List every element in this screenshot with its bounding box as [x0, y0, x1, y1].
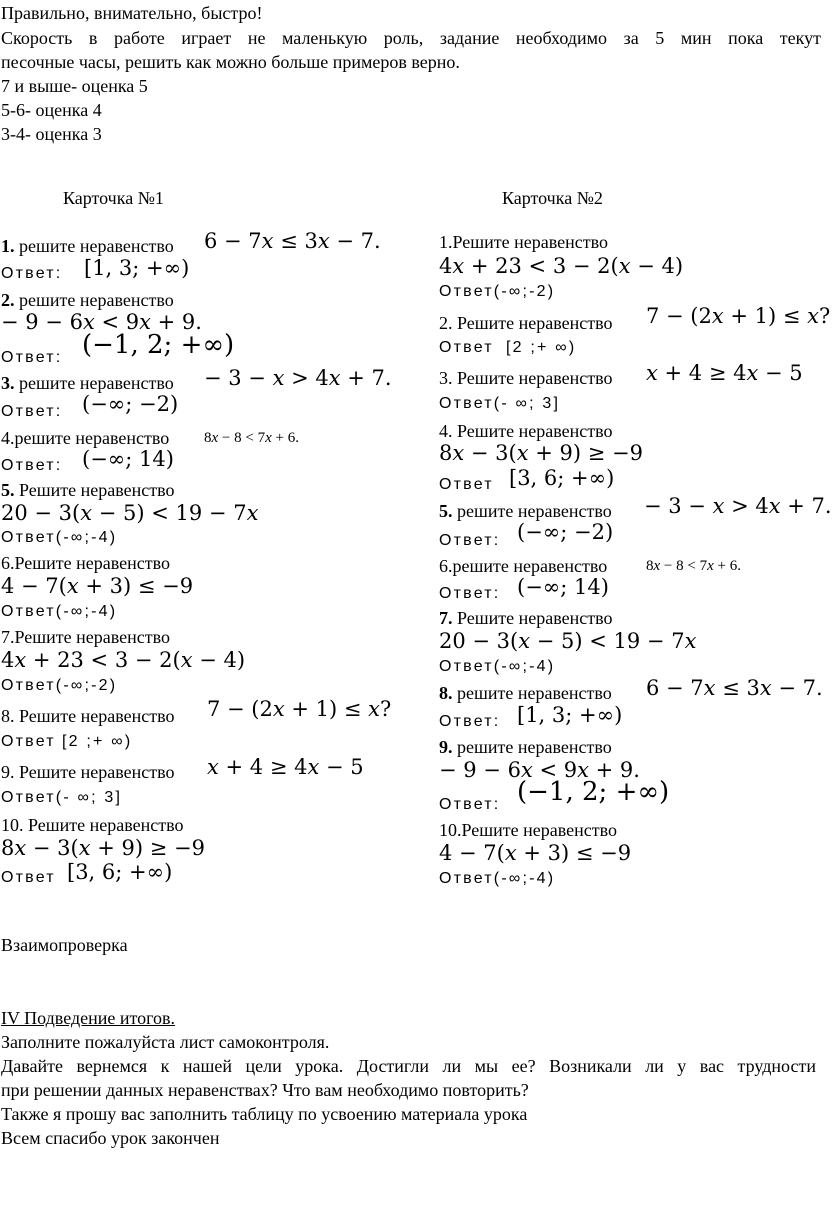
- card1-item1-answer-label: Ответ:: [1, 265, 63, 282]
- card1-item5-expression: 20 − 3(x − 5) < 19 − 7x: [1, 501, 259, 525]
- card2-title: Карточка №2: [502, 188, 603, 208]
- card2-item2-answer-label: Ответ: [439, 339, 494, 356]
- card2-item4-answer-label: Ответ: [439, 476, 494, 493]
- grade-line-3: 3-4- оценка 3: [1, 124, 102, 144]
- card2-item7-label: 7. Решите неравенство: [439, 608, 613, 628]
- card2-item7-answer: Ответ(-∞;-4): [439, 658, 556, 675]
- card1-item6-label: 6.Решите неравенство: [1, 553, 170, 573]
- card2-item4-label: 4. Решите неравенство: [439, 421, 613, 441]
- card1-item6-answer: Ответ(-∞;-4): [1, 603, 118, 620]
- card1-item1-label: 1. решите неравенство: [1, 236, 174, 256]
- card1-item3-label: 3. решите неравенство: [1, 373, 174, 393]
- card1-item1-expression: 6 − 7x ≤ 3x − 7.: [204, 229, 381, 253]
- card2-item3-label: 3. Решите неравенство: [439, 368, 613, 388]
- card2-item6-expression: 8x − 8 < 7x + 6.: [646, 558, 741, 574]
- card1-item10-label: 10. Решите неравенство: [1, 815, 184, 835]
- card1-item9-label: 9. Решите неравенство: [1, 762, 175, 782]
- card2-item9-answer: (−1, 2; +∞): [517, 777, 670, 807]
- card1-item8-answer: [2 ;+ ∞): [62, 733, 133, 750]
- card2-item8-answer-label: Ответ:: [439, 713, 501, 730]
- card2-item5-expression: − 3 − x > 4x + 7.: [644, 494, 832, 518]
- card2-item10-answer: Ответ(-∞;-4): [439, 870, 556, 887]
- card1-item7-answer: Ответ(-∞;-2): [1, 677, 118, 694]
- section-iv-title: IV Подведение итогов.: [1, 1008, 176, 1028]
- card1-item8-answer-label: Ответ: [1, 733, 56, 750]
- card1-item4-expression: 8x − 8 < 7x + 6.: [204, 430, 299, 446]
- card1-item4-answer-label: Ответ:: [1, 457, 63, 474]
- card2-item10-label: 10.Решите неравенство: [439, 820, 617, 840]
- card1-item2-expression: − 9 − 6x < 9x + 9.: [1, 310, 202, 334]
- card1-item9-answer: Ответ(- ∞; 3]: [1, 789, 123, 806]
- outro-line-2: Давайте вернемся к нашей цели урока. Достигли ли мы ее? Возникали ли у вас трудности: [1, 1056, 816, 1076]
- card2-item3-expression: x + 4 ≥ 4x − 5: [646, 361, 803, 385]
- card2-item6-answer: (−∞; 14): [517, 575, 609, 599]
- card1-item4-label: 4.решите неравенство: [1, 428, 170, 448]
- grade-line-1: 7 и выше- оценка 5: [1, 76, 148, 96]
- card2-item8-label: 8. решите неравенство: [439, 683, 612, 703]
- card1-item2-label: 2. решите неравенство: [1, 290, 174, 310]
- card1-item3-answer-label: Ответ:: [1, 403, 63, 420]
- outro-line-5: Всем спасибо урок закончен: [1, 1128, 220, 1148]
- card2-item2-label: 2. Решите неравенство: [439, 313, 613, 333]
- card1-item6-expression: 4 − 7(x + 3) ≤ −9: [1, 574, 194, 598]
- card2-item9-answer-label: Ответ:: [439, 796, 501, 813]
- card2-item8-expression: 6 − 7x ≤ 3x − 7.: [646, 676, 823, 700]
- card2-item8-answer: [1, 3; +∞): [517, 703, 623, 727]
- card2-item7-expression: 20 − 3(x − 5) < 19 − 7x: [439, 629, 697, 653]
- peer-check-heading: Взаимопроверка: [1, 935, 128, 955]
- card1-item3-answer: (−∞; −2): [82, 392, 179, 416]
- card2-item9-expression: − 9 − 6x < 9x + 9.: [439, 758, 640, 782]
- outro-line-4: Также я прошу вас заполнить таблицу по усвоению материала урока: [1, 1104, 528, 1124]
- outro-line-3: при решении данных неравенствах? Что вам необходимо повторить?: [1, 1080, 529, 1100]
- card2-item3-answer: Ответ(- ∞; 3]: [439, 395, 561, 412]
- grade-line-2: 5-6- оценка 4: [1, 100, 102, 120]
- card1-item7-label: 7.Решите неравенство: [1, 627, 170, 647]
- card1-item9-expression: x + 4 ≥ 4x − 5: [207, 755, 364, 779]
- card2-item5-answer: (−∞; −2): [517, 520, 614, 544]
- card1-item2-answer-label: Ответ:: [1, 349, 63, 366]
- card1-item5-answer: Ответ(-∞;-4): [1, 529, 118, 546]
- card2-item6-answer-label: Ответ:: [439, 585, 501, 602]
- card2-item4-expression: 8x − 3(x + 9) ≥ −9: [439, 441, 643, 465]
- intro-paragraph-line1: Скорость в работе играет не маленькую роль, задание необходимо за 5 мин пока текут: [1, 28, 821, 48]
- card1-item1-answer: [1, 3; +∞): [84, 256, 190, 280]
- card2-item6-label: 6.решите неравенство: [439, 556, 608, 576]
- card1-item4-answer: (−∞; 14): [82, 447, 174, 471]
- intro-paragraph-line2: песочные часы, решить как можно больше примеров верно.: [1, 52, 460, 72]
- card1-title: Карточка №1: [63, 188, 164, 208]
- card2-item2-expression: 7 − (2x + 1) ≤ x?: [646, 304, 831, 328]
- card1-item10-answer-label: Ответ: [1, 869, 56, 886]
- card1-item2-answer: (−1, 2; +∞): [82, 330, 235, 360]
- card1-item5-label: 5. Решите неравенство: [1, 480, 175, 500]
- card2-item5-label: 5. решите неравенство: [439, 501, 612, 521]
- card2-item1-answer: Ответ(-∞;-2): [439, 283, 556, 300]
- card2-item4-answer: [3, 6; +∞): [509, 466, 615, 490]
- card1-item10-answer: [3, 6; +∞): [67, 860, 173, 884]
- card2-item9-label: 9. решите неравенство: [439, 737, 612, 757]
- intro-title: Правильно, внимательно, быстро!: [1, 3, 263, 23]
- card2-item1-expression: 4x + 23 < 3 − 2(x − 4): [439, 254, 684, 278]
- card1-item10-expression: 8x − 3(x + 9) ≥ −9: [1, 836, 205, 860]
- card1-item3-expression: − 3 − x > 4x + 7.: [204, 366, 392, 390]
- outro-line-1: Заполните пожалуйста лист самоконтроля.: [1, 1032, 330, 1052]
- card2-item5-answer-label: Ответ:: [439, 532, 501, 549]
- card2-item1-label: 1.Решите неравенство: [439, 232, 608, 252]
- card2-item2-answer: [2 ;+ ∞): [506, 339, 577, 356]
- card1-item8-label: 8. Решите неравенство: [1, 706, 175, 726]
- card1-item7-expression: 4x + 23 < 3 − 2(x − 4): [1, 648, 246, 672]
- card1-item8-expression: 7 − (2x + 1) ≤ x?: [207, 697, 392, 721]
- card2-item10-expression: 4 − 7(x + 3) ≤ −9: [439, 841, 632, 865]
